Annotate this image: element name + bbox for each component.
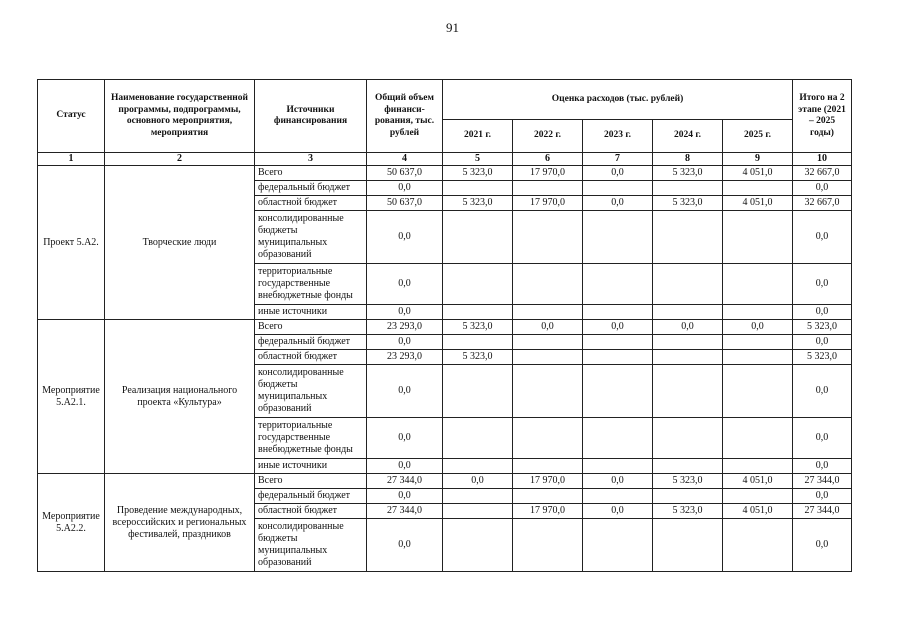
funding-source-cell: территориальные государственные внебюджетные фонды <box>255 264 367 305</box>
funding-source-cell: федеральный бюджет <box>255 181 367 196</box>
year-2021-cell <box>443 305 513 320</box>
table-header <box>38 80 852 166</box>
total-volume-cell: 0,0 <box>367 335 443 350</box>
year-2023-cell <box>583 350 653 365</box>
year-2024-cell <box>653 350 723 365</box>
year-2024-cell <box>653 418 723 459</box>
stage-total-cell: 27 344,0 <box>793 504 852 519</box>
stage-total-cell: 0,0 <box>793 264 852 305</box>
status-cell: Мероприятие 5.А2.1. <box>38 320 105 474</box>
total-volume-cell: 0,0 <box>367 264 443 305</box>
total-volume-cell: 27 344,0 <box>367 504 443 519</box>
year-2022-cell <box>513 305 583 320</box>
year-2025-cell <box>723 211 793 264</box>
stage-total-cell: 32 667,0 <box>793 166 852 181</box>
year-2024-cell: 5 323,0 <box>653 166 723 181</box>
total-volume-cell: 0,0 <box>367 489 443 504</box>
year-2023-cell: 0,0 <box>583 320 653 335</box>
page-number: 91 <box>446 20 459 35</box>
year-2023-cell <box>583 335 653 350</box>
year-2025-cell: 4 051,0 <box>723 166 793 181</box>
header-stage-total: Итого на 2 этапе (2021 – 2025 годы) <box>793 80 852 153</box>
year-2025-cell: 4 051,0 <box>723 504 793 519</box>
total-volume-cell: 50 637,0 <box>367 196 443 211</box>
funding-source-cell: территориальные государственные внебюджетные фонды <box>255 418 367 459</box>
year-2022-cell <box>513 489 583 504</box>
year-2023-cell <box>583 459 653 474</box>
funding-source-cell: иные источники <box>255 459 367 474</box>
stage-total-cell: 0,0 <box>793 418 852 459</box>
year-2025-cell <box>723 264 793 305</box>
header-name: Наименование государственной программы, подпрограммы, основного мероприятия, мероприятия <box>105 80 255 153</box>
year-2023-cell: 0,0 <box>583 166 653 181</box>
year-2021-cell <box>443 459 513 474</box>
column-number: 7 <box>583 153 653 166</box>
stage-total-cell: 0,0 <box>793 489 852 504</box>
column-number: 10 <box>793 153 852 166</box>
year-2024-cell <box>653 305 723 320</box>
year-2021-cell <box>443 418 513 459</box>
table-body <box>38 166 852 572</box>
funding-source-cell: иные источники <box>255 305 367 320</box>
budget-table <box>37 79 852 572</box>
year-2025-cell: 4 051,0 <box>723 196 793 211</box>
year-2024-cell <box>653 211 723 264</box>
year-2022-cell <box>513 350 583 365</box>
year-2022-cell <box>513 181 583 196</box>
funding-source-cell: Всего <box>255 320 367 335</box>
status-cell: Проект 5.А2. <box>38 166 105 320</box>
funding-source-cell: областной бюджет <box>255 504 367 519</box>
funding-source-cell: консолидированные бюджеты муниципальных образований <box>255 365 367 418</box>
year-2025-cell <box>723 519 793 572</box>
stage-total-cell: 0,0 <box>793 335 852 350</box>
header-sources: Источники финансирования <box>255 80 367 153</box>
year-2021-cell <box>443 365 513 418</box>
total-volume-cell: 0,0 <box>367 211 443 264</box>
status-cell: Мероприятие 5.А2.2. <box>38 474 105 572</box>
year-2023-cell <box>583 418 653 459</box>
year-2021-cell <box>443 211 513 264</box>
column-number: 1 <box>38 153 105 166</box>
year-2022-cell <box>513 335 583 350</box>
funding-source-cell: областной бюджет <box>255 196 367 211</box>
header-status: Статус <box>38 80 105 153</box>
total-volume-cell: 0,0 <box>367 459 443 474</box>
year-2022-cell <box>513 365 583 418</box>
year-2022-cell <box>513 264 583 305</box>
year-2021-cell: 5 323,0 <box>443 320 513 335</box>
stage-total-cell: 0,0 <box>793 459 852 474</box>
table-row <box>38 166 852 181</box>
year-2023-cell <box>583 181 653 196</box>
year-2023-cell <box>583 489 653 504</box>
year-2022-cell <box>513 459 583 474</box>
year-2021-cell: 5 323,0 <box>443 166 513 181</box>
year-2021-cell <box>443 264 513 305</box>
column-number: 6 <box>513 153 583 166</box>
year-2023-cell <box>583 264 653 305</box>
year-2021-cell <box>443 335 513 350</box>
total-volume-cell: 0,0 <box>367 305 443 320</box>
total-volume-cell: 23 293,0 <box>367 320 443 335</box>
year-2023-cell <box>583 305 653 320</box>
program-name-cell: Творческие люди <box>105 166 255 320</box>
column-number: 2 <box>105 153 255 166</box>
year-2023-cell <box>583 365 653 418</box>
stage-total-cell: 0,0 <box>793 365 852 418</box>
header-year-2022: 2022 г. <box>513 120 583 153</box>
funding-source-cell: федеральный бюджет <box>255 489 367 504</box>
year-2024-cell <box>653 519 723 572</box>
year-2021-cell <box>443 519 513 572</box>
header-year-2025: 2025 г. <box>723 120 793 153</box>
table-row <box>38 320 852 335</box>
year-2025-cell <box>723 350 793 365</box>
year-2023-cell <box>583 519 653 572</box>
year-2024-cell <box>653 489 723 504</box>
program-name-cell: Проведение международных, всероссийских и региональных фестивалей, праздников <box>105 474 255 572</box>
column-number-row <box>38 153 852 166</box>
table-row <box>38 474 852 489</box>
program-name-cell: Реализация национального проекта «Культура» <box>105 320 255 474</box>
year-2022-cell: 17 970,0 <box>513 474 583 489</box>
header-total-volume: Общий объем финанси- рования, тыс. рублей <box>367 80 443 153</box>
year-2021-cell: 5 323,0 <box>443 196 513 211</box>
year-2022-cell: 17 970,0 <box>513 166 583 181</box>
total-volume-cell: 27 344,0 <box>367 474 443 489</box>
year-2022-cell <box>513 418 583 459</box>
column-number: 5 <box>443 153 513 166</box>
year-2025-cell <box>723 418 793 459</box>
column-number: 9 <box>723 153 793 166</box>
year-2023-cell: 0,0 <box>583 196 653 211</box>
total-volume-cell: 0,0 <box>367 365 443 418</box>
year-2025-cell: 4 051,0 <box>723 474 793 489</box>
column-number: 4 <box>367 153 443 166</box>
year-2021-cell: 0,0 <box>443 474 513 489</box>
year-2025-cell <box>723 459 793 474</box>
stage-total-cell: 27 344,0 <box>793 474 852 489</box>
year-2022-cell: 17 970,0 <box>513 196 583 211</box>
year-2025-cell <box>723 181 793 196</box>
total-volume-cell: 23 293,0 <box>367 350 443 365</box>
year-2025-cell <box>723 489 793 504</box>
total-volume-cell: 50 637,0 <box>367 166 443 181</box>
year-2025-cell: 0,0 <box>723 320 793 335</box>
funding-source-cell: областной бюджет <box>255 350 367 365</box>
year-2021-cell <box>443 181 513 196</box>
total-volume-cell: 0,0 <box>367 181 443 196</box>
total-volume-cell: 0,0 <box>367 519 443 572</box>
year-2022-cell <box>513 519 583 572</box>
stage-total-cell: 5 323,0 <box>793 320 852 335</box>
year-2025-cell <box>723 305 793 320</box>
header-estimate: Оценка расходов (тыс. рублей) <box>443 80 793 120</box>
total-volume-cell: 0,0 <box>367 418 443 459</box>
year-2023-cell: 0,0 <box>583 504 653 519</box>
stage-total-cell: 0,0 <box>793 211 852 264</box>
year-2024-cell: 5 323,0 <box>653 474 723 489</box>
funding-source-cell: консолидированные бюджеты муниципальных образований <box>255 211 367 264</box>
year-2024-cell <box>653 264 723 305</box>
year-2021-cell <box>443 504 513 519</box>
column-number: 8 <box>653 153 723 166</box>
stage-total-cell: 0,0 <box>793 181 852 196</box>
year-2025-cell <box>723 335 793 350</box>
year-2024-cell <box>653 181 723 196</box>
funding-source-cell: Всего <box>255 166 367 181</box>
header-year-2024: 2024 г. <box>653 120 723 153</box>
year-2021-cell: 5 323,0 <box>443 350 513 365</box>
year-2024-cell <box>653 365 723 418</box>
year-2024-cell: 0,0 <box>653 320 723 335</box>
header-year-2021: 2021 г. <box>443 120 513 153</box>
funding-source-cell: Всего <box>255 474 367 489</box>
funding-source-cell: консолидированные бюджеты муниципальных образований <box>255 519 367 572</box>
stage-total-cell: 0,0 <box>793 519 852 572</box>
year-2024-cell: 5 323,0 <box>653 196 723 211</box>
column-number: 3 <box>255 153 367 166</box>
year-2022-cell: 17 970,0 <box>513 504 583 519</box>
stage-total-cell: 5 323,0 <box>793 350 852 365</box>
year-2024-cell: 5 323,0 <box>653 504 723 519</box>
year-2022-cell <box>513 211 583 264</box>
header-year-2023: 2023 г. <box>583 120 653 153</box>
year-2024-cell <box>653 335 723 350</box>
funding-source-cell: федеральный бюджет <box>255 335 367 350</box>
year-2025-cell <box>723 365 793 418</box>
stage-total-cell: 32 667,0 <box>793 196 852 211</box>
stage-total-cell: 0,0 <box>793 305 852 320</box>
year-2022-cell: 0,0 <box>513 320 583 335</box>
year-2024-cell <box>653 459 723 474</box>
year-2023-cell: 0,0 <box>583 474 653 489</box>
year-2021-cell <box>443 489 513 504</box>
year-2023-cell <box>583 211 653 264</box>
